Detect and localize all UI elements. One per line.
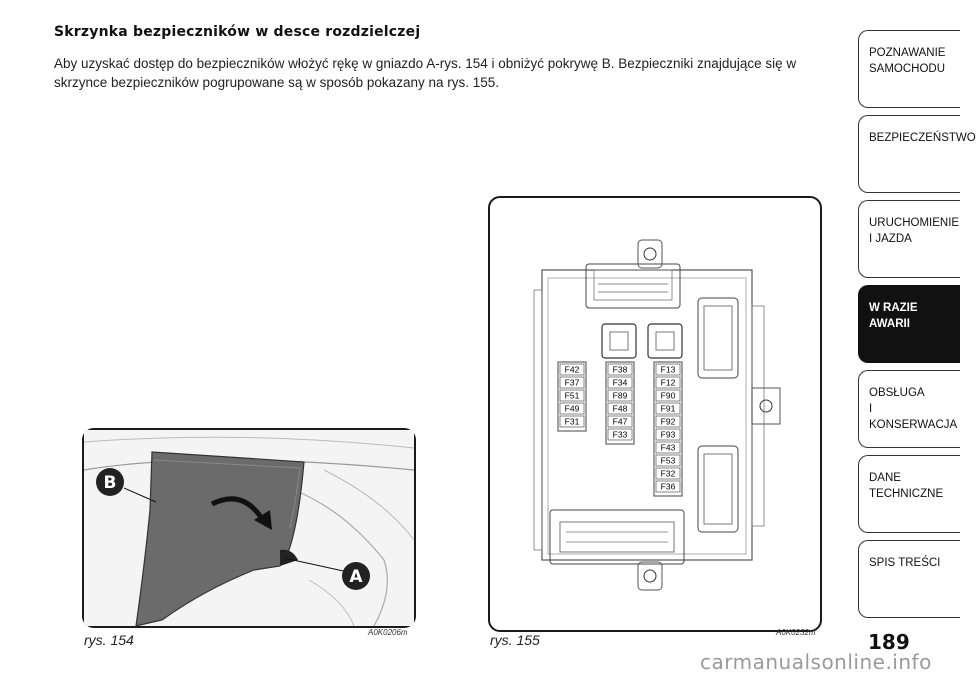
chapter-tab-5[interactable] <box>858 370 960 448</box>
fuse-label: F51 <box>564 390 580 401</box>
chapter-tab-label: I JAZDA <box>869 233 912 245</box>
chapter-tab-label: I KONSERWACJA <box>869 403 958 431</box>
dashboard-illustration <box>84 430 414 626</box>
fuse-label: F93 <box>660 429 676 440</box>
fuse-label: F91 <box>660 403 676 414</box>
chapter-tab-7[interactable] <box>858 540 960 618</box>
chapter-tab-label: BEZPIECZEŃSTWO <box>869 132 976 144</box>
chapter-tab-label: SAMOCHODU <box>869 63 946 75</box>
label-a: A <box>349 567 363 587</box>
figure-154 <box>82 428 416 628</box>
fuse-label: F89 <box>612 390 628 401</box>
caption-155: rys. 155 <box>490 632 540 648</box>
bolt-icon <box>760 400 772 412</box>
chapter-tab-3[interactable] <box>858 200 960 278</box>
fuse-label: F37 <box>564 377 580 388</box>
fuse-label: F43 <box>660 442 676 453</box>
watermark: carmanualsonline.info <box>700 650 932 674</box>
fuse-label: F90 <box>660 390 676 401</box>
figure-155 <box>488 196 822 632</box>
fuse-label: F47 <box>612 416 628 427</box>
code-155: A0K0232m <box>776 628 816 637</box>
fuse-label: F33 <box>612 429 628 440</box>
fuse-label: F53 <box>660 455 676 466</box>
relay-1 <box>602 324 636 358</box>
fuse-label: F38 <box>612 364 628 375</box>
fuse-label: F12 <box>660 377 676 388</box>
caption-154: rys. 154 <box>84 632 134 648</box>
fuse-label: F92 <box>660 416 676 427</box>
relay-2 <box>648 324 682 358</box>
label-b: B <box>103 473 117 493</box>
fuse-label: F31 <box>564 416 580 427</box>
fuse-label: F13 <box>660 364 676 375</box>
chapter-tab-label: OBSŁUGA <box>869 387 925 399</box>
chapter-tab-label: SPIS TREŚCI <box>869 557 941 569</box>
chapter-tab-6[interactable] <box>858 455 960 533</box>
fuse-label: F42 <box>564 364 580 375</box>
section-heading: Skrzynka bezpieczników w desce rozdzielczej <box>54 24 421 40</box>
chapter-tab-label: W RAZIE AWARII <box>869 302 918 330</box>
chapter-tab-label: URUCHOMIENIE <box>869 217 960 229</box>
page-number: 189 <box>868 630 910 654</box>
fuse-label: F32 <box>660 468 676 479</box>
fuse-box-diagram <box>490 198 820 630</box>
fuse-label: F36 <box>660 481 676 492</box>
fuse-label: F48 <box>612 403 628 414</box>
chapter-tab-2[interactable] <box>858 115 976 193</box>
connector-bottom <box>550 510 684 564</box>
section-body: Aby uzyskać dostęp do bezpieczników włożyć rękę w gniazdo A-rys. 154 i obniżyć pokrywę B. Bezpieczniki znajdujące się w skrzynce bezpieczników pogrupowane są w sposób pokazany na rys. 155. <box>54 56 797 90</box>
chapter-tab-label: TECHNICZNE <box>869 488 944 500</box>
chapter-tab-label: POZNAWANIE <box>869 47 946 59</box>
code-154: A0K0206m <box>368 628 408 637</box>
chapter-tab-1[interactable] <box>858 30 960 108</box>
chapter-tab-4[interactable] <box>858 285 960 363</box>
chapter-tab-label: DANE <box>869 472 901 484</box>
fuse-label: F34 <box>612 377 628 388</box>
fuse-label: F49 <box>564 403 580 414</box>
